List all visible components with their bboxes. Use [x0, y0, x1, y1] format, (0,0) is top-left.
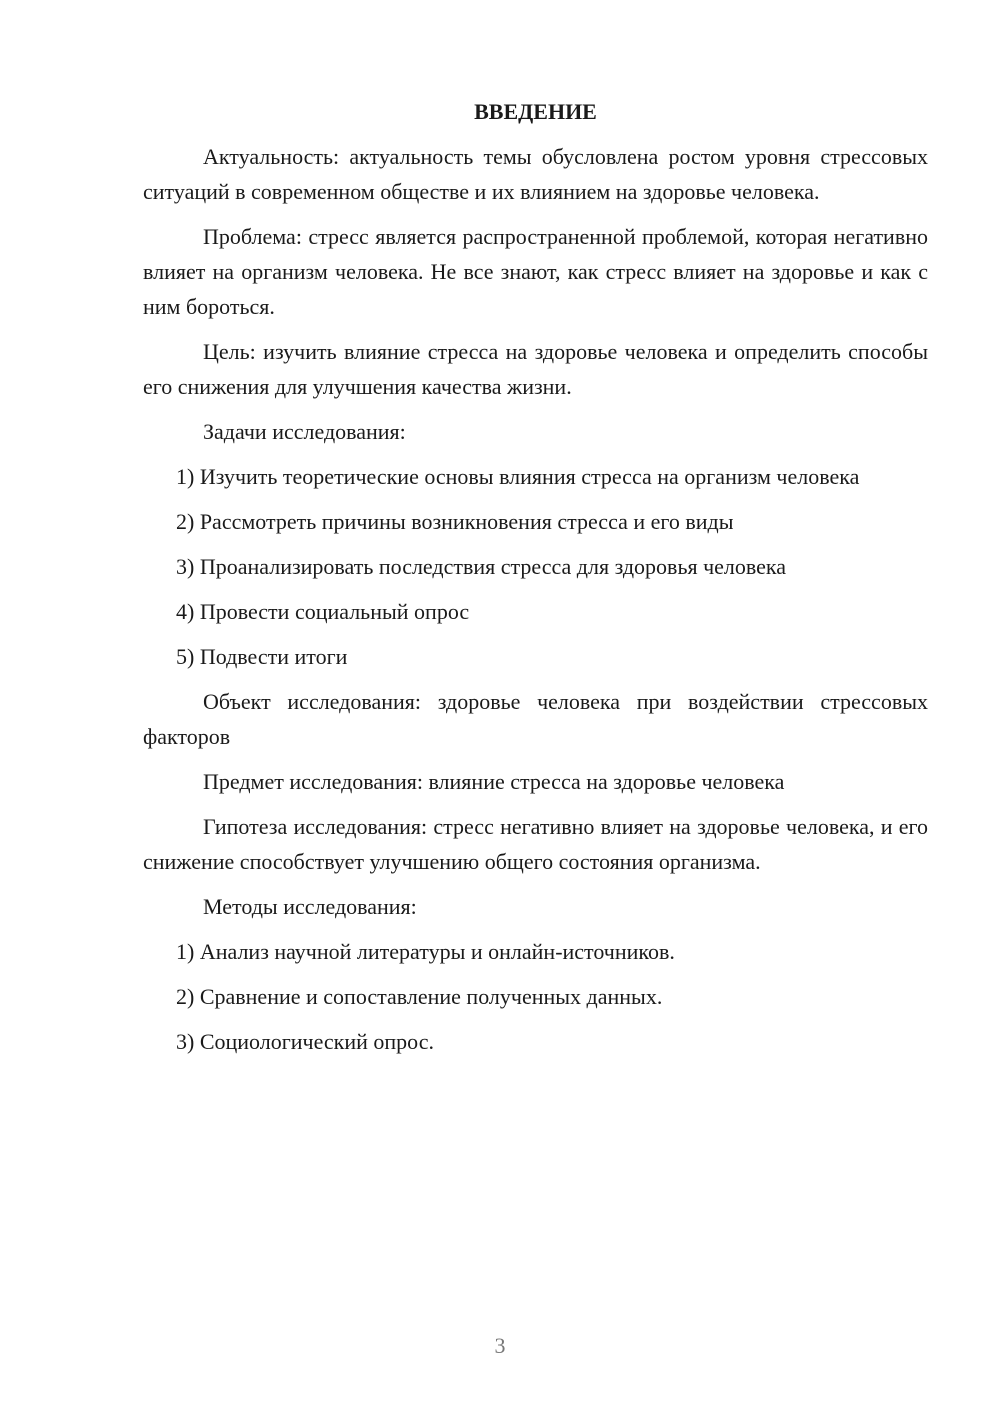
paragraph-problem: Проблема: стресс является распространенной проблемой, которая негативно влияет на организм человека. Не все знают, как стресс влияет на здоровье и как с ним бороться.: [143, 224, 928, 319]
method-item-2: 2) Сравнение и сопоставление полученных данных.: [176, 984, 663, 1009]
task-item-1: 1) Изучить теоретические основы влияния стресса на организм человека: [176, 464, 860, 489]
paragraph-tasks-heading: Задачи исследования:: [203, 419, 406, 444]
paragraph-hypothesis: Гипотеза исследования: стресс негативно влияет на здоровье человека, и его снижение способствует улучшению общего состояния организма.: [143, 814, 928, 874]
task-item-5: 5) Подвести итоги: [176, 644, 348, 669]
task-item-3: 3) Проанализировать последствия стресса для здоровья человека: [176, 554, 787, 579]
paragraph-subject: Предмет исследования: влияние стресса на здоровье человека: [203, 769, 785, 794]
paragraph-object: Объект исследования: здоровье человека при воздействии стрессовых факторов: [143, 689, 928, 749]
paragraph-relevance: Актуальность: актуальность темы обусловлена ростом уровня стрессовых ситуаций в современном обществе и их влиянием на здоровье человека.: [143, 144, 928, 204]
task-item-4: 4) Провести социальный опрос: [176, 599, 470, 624]
method-item-3: 3) Социологический опрос.: [176, 1029, 434, 1054]
document-page: [143, 94, 928, 1069]
page-number: 3: [494, 1333, 506, 1358]
method-item-1: 1) Анализ научной литературы и онлайн-источников.: [176, 939, 675, 964]
section-title: ВВЕДЕНИЕ: [474, 99, 597, 124]
task-item-2: 2) Рассмотреть причины возникновения стресса и его виды: [176, 509, 734, 534]
paragraph-goal: Цель: изучить влияние стресса на здоровье человека и определить способы его снижения для улучшения качества жизни.: [143, 339, 928, 399]
paragraph-methods-heading: Методы исследования:: [203, 894, 417, 919]
